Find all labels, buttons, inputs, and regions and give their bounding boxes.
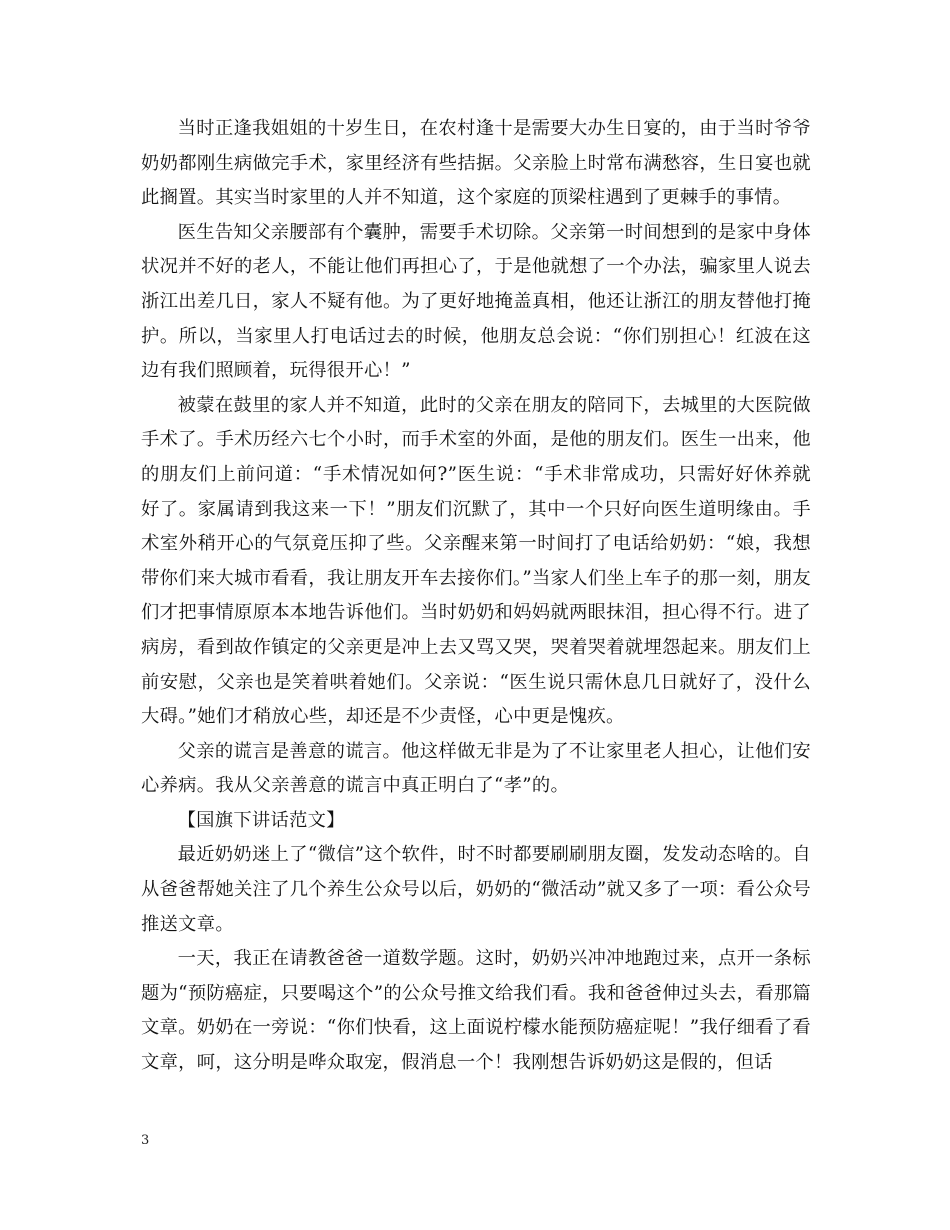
paragraph-3: 被蒙在鼓里的家人并不知道，此时的父亲在朋友的陪同下，去城里的大医院做手术了。手术历经六七个小时，而手术室的外面，是他的朋友们。医生一出来，他的朋友们上前问道：“手术情况如何?”医生说：“手术非常成功，只需好好休养就好了。家属请到我这来一下！”朋友们沉默了，其中一个只好向医生道明缘由。手术室外稍开心的气氛竟压抑了些。父亲醒来第一时间打了电话给奶奶：“娘，我想带你们来大城市看看，我让朋友开车去接你们。”当家人们坐上车子的那一刻，朋友们才把事情原原本本地告诉他们。当时奶奶和妈妈就两眼抹泪，担心得不行。进了病房，看到故作镇定的父亲更是冲上去又骂又哭，哭着哭着就埋怨起来。朋友们上前安慰，父亲也是笑着哄着她们。父亲说：“医生说只需休息几日就好了，没什么大碍。”她们才稍放心些，却还是不少责怪，心中更是愧疚。 bbox=[141, 394, 811, 728]
paragraph-6: 一天，我正在请教爸爸一道数学题。这时，奶奶兴冲冲地跑过来，点开一条标题为“预防癌症，只要喝这个”的公众号推文给我们看。我和爸爸伸过头去，看那篇文章。奶奶在一旁说：“你们快看，这上面说柠檬水能预防癌症呢！”我仔细看了看文章，呵，这分明是哗众取宠，假消息一个！我刚想告诉奶奶这是假的，但话 bbox=[141, 948, 811, 1074]
page-number: 3 bbox=[141, 1133, 150, 1148]
paragraph-2: 医生告知父亲腰部有个囊肿，需要手术切除。父亲第一时间想到的是家中身体状况并不好的老人，不能让他们再担心了，于是他就想了一个办法，骗家里人说去浙江出差几日，家人不疑有他。为了更好地掩盖真相，他还让浙江的朋友替他打掩护。所以，当家里人打电话过去的时候，他朋友总会说：“你们别担心！红波在这边有我们照顾着，玩得很开心！” bbox=[141, 221, 811, 382]
paragraph-5: 最近奶奶迷上了“微信”这个软件，时不时都要刷刷朋友圈，发发动态啥的。自从爸爸帮她关注了几个养生公众号以后，奶奶的“微活动”就又多了一项：看公众号推送文章。 bbox=[141, 844, 811, 935]
paragraph-4: 父亲的谎言是善意的谎言。他这样做无非是为了不让家里老人担心，让他们安心养病。我从父亲善意的谎言中真正明白了“孝”的。 bbox=[141, 740, 811, 797]
paragraph-1: 当时正逢我姐姐的十岁生日，在农村逢十是需要大办生日宴的，由于当时爷爷奶奶都刚生病做完手术，家里经济有些拮据。父亲脸上时常布满愁容，生日宴也就此搁置。其实当时家里的人并不知道，这个家庭的顶梁柱遇到了更棘手的事情。 bbox=[141, 118, 811, 209]
body-text bbox=[141, 112, 811, 1081]
section-heading: 【国旗下讲话范文】 bbox=[177, 809, 345, 831]
